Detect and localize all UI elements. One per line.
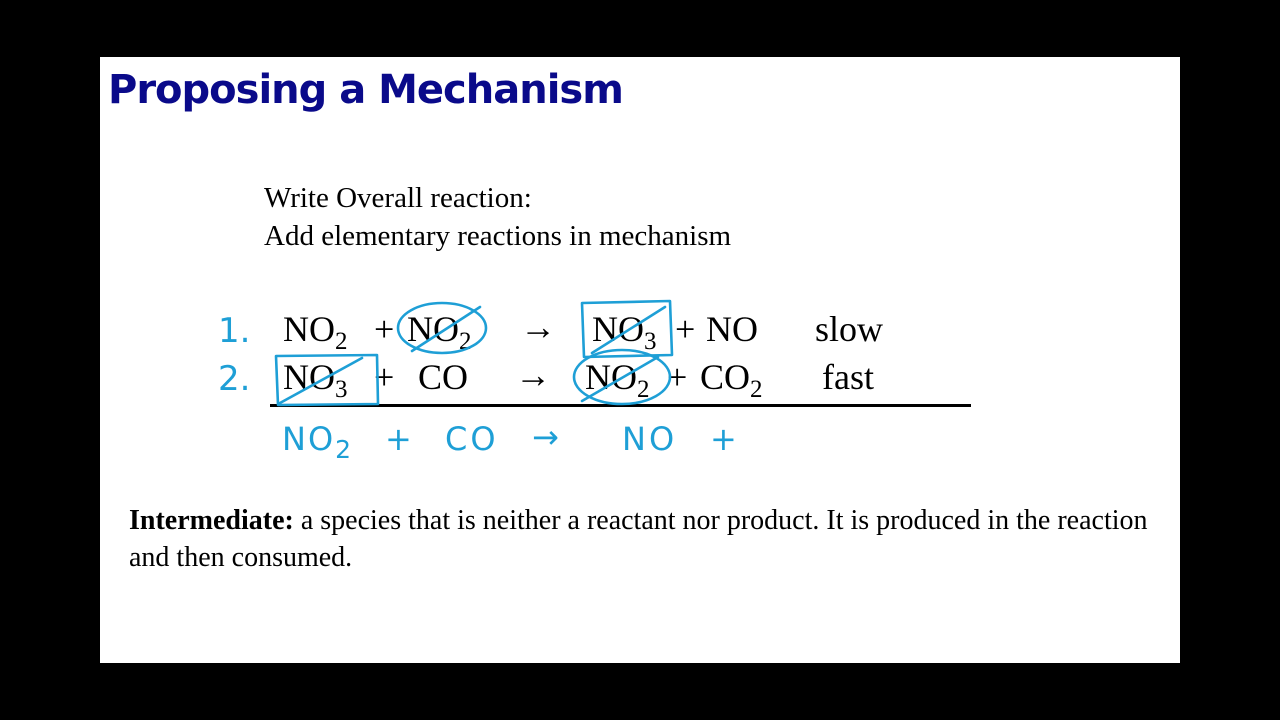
reaction-2-rate: fast <box>822 357 874 397</box>
reaction-1-reactant-2: $NO_2$ <box>407 309 472 355</box>
intermediate-definition <box>129 502 1159 576</box>
reaction-1-reactant-1: $NO_2$ <box>283 309 348 355</box>
overall-plus-1: + <box>385 420 412 458</box>
reaction-1-rate: slow <box>815 309 884 349</box>
slide <box>100 57 1180 663</box>
reaction-1-plus-1: + <box>374 309 395 349</box>
overall-plus-2: + <box>710 420 737 458</box>
step-number-1: 1. <box>218 311 251 351</box>
reaction-1-plus-2: + <box>675 309 696 349</box>
overall-reactant-1: $NO_2$ <box>282 420 354 464</box>
definition-text: a species that is neither a reactant nor product. It is produced in the reaction and then consumed. <box>129 505 1148 573</box>
overall-arrow: → <box>532 418 559 456</box>
reaction-2-product-2: $CO_2$ <box>700 357 763 403</box>
overall-reactant-2: CO <box>445 420 499 458</box>
reaction-2-product-1: $NO_2$ <box>585 357 650 403</box>
step-number-2: 2. <box>218 359 251 399</box>
instruction-line-1: Write Overall reaction: <box>264 182 532 214</box>
reaction-1-arrow: → <box>520 307 556 347</box>
instruction-line-2: Add elementary reactions in mechanism <box>264 220 732 252</box>
reaction-2-reactant-2: CO <box>418 357 469 397</box>
definition-term: Intermediate: <box>129 505 294 536</box>
reaction-2-arrow: → <box>515 355 551 395</box>
reaction-1-product-1: $NO_3$ <box>592 309 657 355</box>
reaction-2-plus-2: + <box>667 357 688 397</box>
sum-line <box>270 404 971 407</box>
overall-product-1: NO <box>622 420 678 458</box>
slide-title: Proposing a Mechanism <box>108 67 623 113</box>
reaction-2-reactant-1: $NO_3$ <box>283 357 348 403</box>
reaction-1-product-2: NO <box>706 309 758 349</box>
reaction-2-plus-1: + <box>374 357 395 397</box>
